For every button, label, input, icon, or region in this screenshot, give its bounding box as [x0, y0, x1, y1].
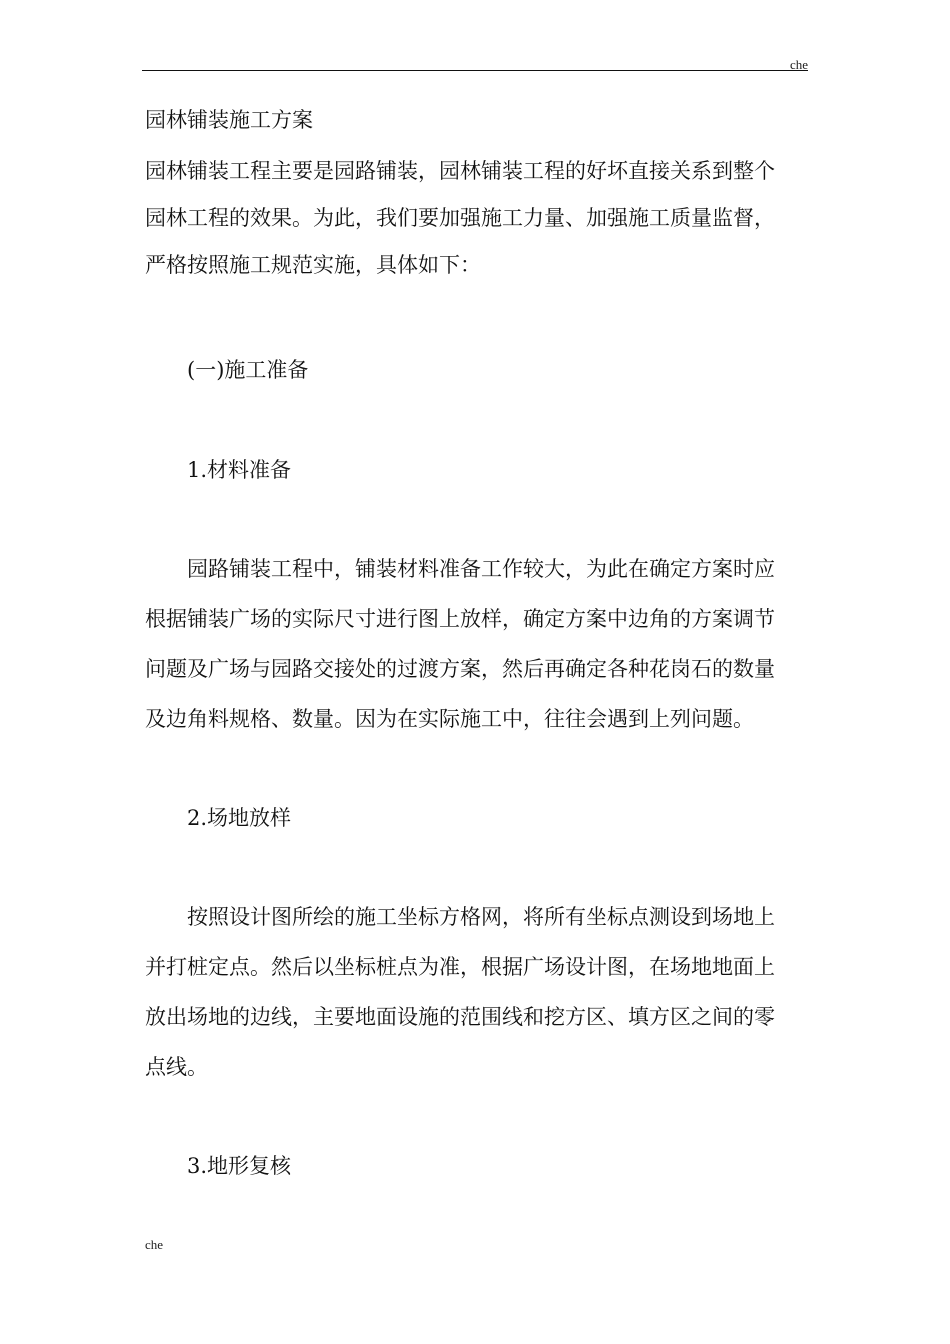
item-heading	[187, 1148, 855, 1184]
item1-paragraph	[145, 551, 813, 737]
paragraph-line: 问题及广场与园路交接处的过渡方案，然后再确定各种花岗石的数量	[145, 657, 775, 681]
paragraph-line: 放出场地的边线，主要地面设施的范围线和挖方区、填方区之间的零	[145, 1005, 775, 1029]
header-divider	[142, 70, 808, 71]
intro-line: 严格按照施工规范实施，具体如下：	[145, 253, 481, 277]
section-heading	[187, 352, 855, 388]
item2-heading-text: 2.场地放样	[187, 806, 292, 830]
paragraph-line: 点线。	[145, 1055, 208, 1079]
title-text: 园林铺装施工方案	[145, 108, 313, 132]
intro-paragraph	[145, 153, 813, 283]
paragraph-line: 及边角料规格、数量。因为在实际施工中，往往会遇到上列问题。	[145, 707, 754, 731]
intro-line: 园林铺装工程主要是园路铺装，园林铺装工程的好坏直接关系到整个	[145, 159, 775, 183]
intro-line: 园林工程的效果。为此，我们要加强施工力量、加强施工质量监督，	[145, 206, 775, 230]
item-heading	[187, 800, 855, 836]
paragraph-line: 根据铺装广场的实际尺寸进行图上放样，确定方案中边角的方案调节	[145, 607, 775, 631]
page-header-text: che	[789, 57, 808, 72]
paragraph-line: 按照设计图所绘的施工坐标方格网，将所有坐标点测设到场地上	[187, 905, 775, 929]
document-title	[145, 102, 813, 138]
paragraph-line: 园路铺装工程中，铺装材料准备工作较大，为此在确定方案时应	[187, 557, 775, 581]
item3-heading-text: 3.地形复核	[187, 1154, 292, 1178]
paragraph-line: 并打桩定点。然后以坐标桩点为准，根据广场设计图，在场地地面上	[145, 955, 775, 979]
item-heading	[187, 452, 855, 488]
page-footer-text: che	[145, 1237, 164, 1252]
item1-heading-text: 1.材料准备	[187, 458, 292, 482]
section1-heading-text: (一)施工准备	[187, 358, 309, 382]
item2-paragraph	[145, 899, 813, 1085]
